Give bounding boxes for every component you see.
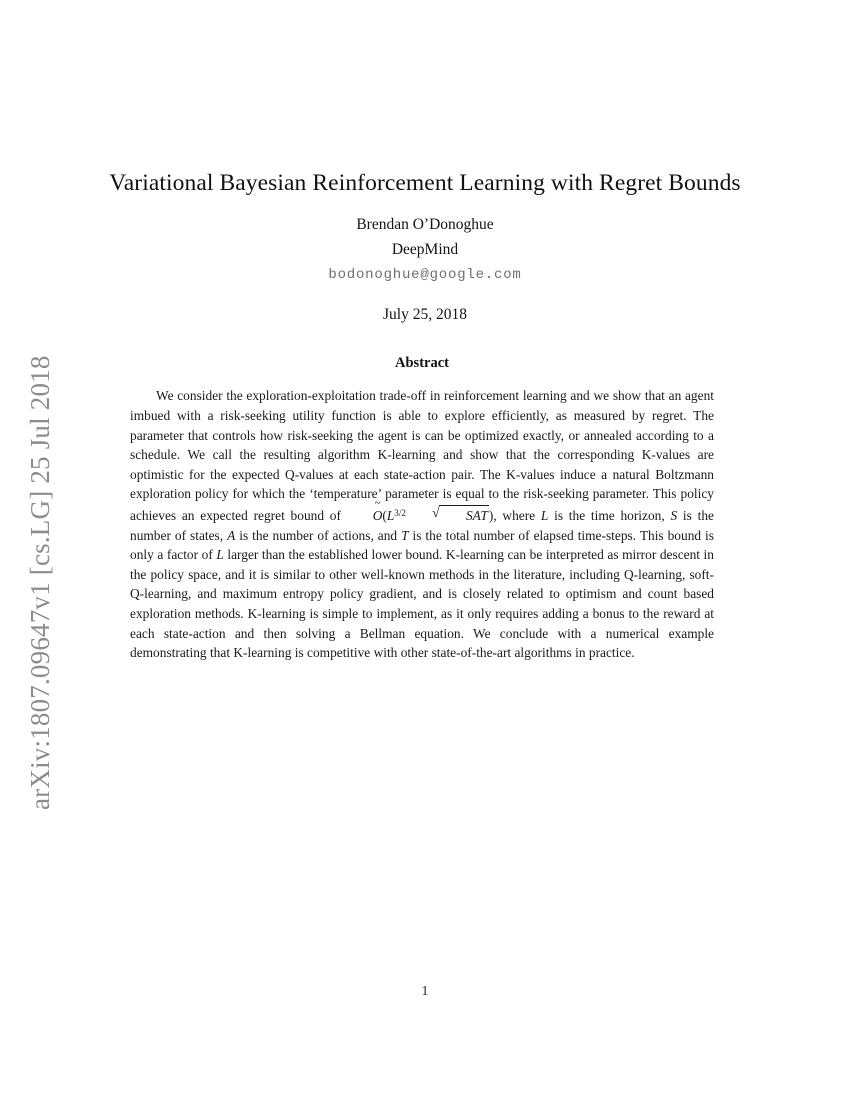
publication-date: July 25, 2018 <box>383 306 467 323</box>
arxiv-identifier-stamp: arXiv:1807.09647v1 [cs.LG] 25 Jul 2018 <box>24 355 55 810</box>
abstract-text-part-4: is the number of states, <box>130 508 714 543</box>
author-block <box>0 212 850 327</box>
abstract-text-part-3: is the time horizon, <box>548 508 671 524</box>
math-var-S: S <box>670 508 678 524</box>
formula-radicand: SAT <box>439 505 489 526</box>
formula-open-paren: ( <box>382 508 387 524</box>
abstract-text-part-1: We consider the exploration-exploitation trade-off in reinforcement learning and we show that an agent imbued with a risk-seeking utility function is able to explore efficiently, as measured by regret. The parameter that controls how risk-seeking the agent is can be optimized exactly, or annealed according to a schedule. We call the resulting algorithm K-learning and show that the corresponding K-values are optimistic for the expected Q-values at each state-action pair. The K-values induce a natural Boltzmann exploration policy for which the ‘temperature’ parameter is equal to the risk-seeking parameter. This policy achieves an expected regret bound of <box>130 388 714 524</box>
abstract-section <box>130 353 714 676</box>
math-var-A: A <box>227 527 236 543</box>
formula-exponent: 3/2 <box>394 507 406 518</box>
formula-base: L <box>386 508 395 524</box>
author-email: bodonoghue@google.com <box>328 267 522 283</box>
formula-close-paren: ) <box>488 508 494 524</box>
math-var-L: L <box>540 508 549 524</box>
regret-bound-formula <box>347 508 494 523</box>
square-root-icon <box>406 505 489 526</box>
abstract-text-part-7: larger than the established lower bound. K-learning can be interpreted as mirror descent in the policy space, and it is similar to other well-known methods in the literature, including Q-learning, soft-Q-learning, and maximum entropy policy gradient, and is closely related to optimism and count based exploration methods. K-learning is simple to implement, as it only requires adding a bonus to the reward at each state-action and then solving a Bellman equation. We conclude with a numerical example demonstrating that K-learning is competitive with other state-of-the-art algorithms in practice. <box>130 547 714 661</box>
math-var-T: T <box>401 527 409 543</box>
author-affiliation: DeepMind <box>391 241 459 258</box>
page-number: 1 <box>421 983 429 998</box>
abstract-body <box>130 386 714 662</box>
abstract-text-part-2: , where <box>493 508 541 524</box>
page-title: Variational Bayesian Reinforcement Learning with Regret Bounds <box>109 169 741 196</box>
abstract-text-part-6: is the total number of elapsed time-steps. This bound is only a factor of <box>130 527 714 563</box>
abstract-text-part-5: is the number of actions, and <box>235 527 402 543</box>
author-name: Brendan O’Donoghue <box>356 216 494 233</box>
math-var-L-second: L <box>216 547 224 563</box>
big-o-tilde-symbol: O ~ <box>347 506 383 526</box>
abstract-heading: Abstract <box>395 355 449 371</box>
